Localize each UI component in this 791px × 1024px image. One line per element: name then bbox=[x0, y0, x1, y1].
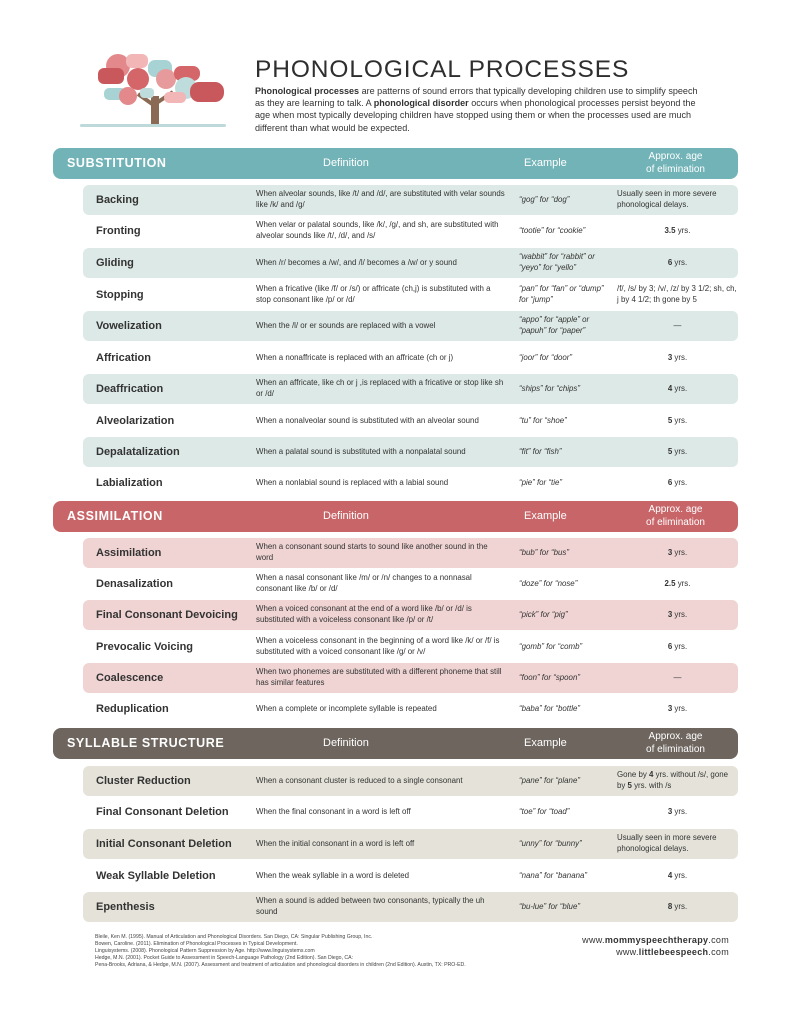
elimination-age-text bbox=[617, 833, 738, 854]
elimination-age bbox=[617, 600, 738, 630]
section-header-substitution bbox=[53, 148, 738, 179]
speech-bubble-tree-icon bbox=[78, 46, 228, 144]
elimination-age bbox=[617, 892, 738, 922]
age-value: 4 bbox=[667, 383, 673, 393]
elimination-age-text bbox=[668, 353, 687, 364]
age-header-line: of elimination bbox=[646, 516, 705, 528]
elimination-age bbox=[617, 797, 738, 827]
process-name: Labialization bbox=[96, 477, 163, 489]
elimination-age bbox=[617, 766, 738, 796]
process-name: Weak Syllable Deletion bbox=[96, 870, 216, 882]
age-unit: yrs. bbox=[672, 547, 688, 557]
process-row bbox=[83, 185, 738, 215]
elimination-age-text bbox=[668, 871, 687, 882]
age-value: 5 bbox=[627, 781, 632, 790]
process-row bbox=[83, 663, 738, 693]
process-row bbox=[83, 468, 738, 498]
age-text: — bbox=[673, 672, 682, 682]
age-value: 3 bbox=[667, 703, 673, 713]
process-definition: When a complete or incomplete syllable is repeated bbox=[256, 703, 437, 713]
process-definition: When a consonant cluster is reduced to a single consonant bbox=[256, 775, 463, 785]
age-value: 4 bbox=[667, 870, 673, 880]
elimination-age bbox=[617, 468, 738, 498]
process-definition: When velar or palatal sounds, like /k/, /g/, and sh, are substituted with alveolar sounds like /t/, /d/, and /s/ bbox=[256, 220, 499, 240]
elimination-age-text bbox=[617, 770, 738, 791]
intro-text-1: are patterns of sound errors that typically developing children use to simplify speech as they are learning to talk. A bbox=[255, 86, 698, 109]
process-row bbox=[83, 216, 738, 246]
site-name: mommyspeechtherapy bbox=[604, 935, 709, 945]
elimination-age bbox=[617, 248, 738, 278]
age-unit: yrs. with /s bbox=[631, 781, 672, 790]
reference-item: Bleile, Ken M. (1995). Manual of Articulation and Phonological Disorders. San Diego, CA: Singular Publishing Group, Inc. bbox=[95, 934, 373, 940]
elimination-age-text bbox=[617, 284, 738, 305]
elimination-age-text bbox=[668, 478, 687, 489]
elimination-age-text bbox=[668, 807, 687, 818]
process-name: Initial Consonant Deletion bbox=[96, 838, 232, 850]
process-definition: When the initial consonant in a word is left off bbox=[256, 838, 415, 848]
column-header-definition: Definition bbox=[323, 510, 369, 522]
age-unit: yrs. bbox=[672, 383, 688, 393]
age-value: 6 bbox=[667, 641, 673, 651]
age-unit: yrs. without /s/, gone by bbox=[617, 770, 728, 790]
process-example: “gog” for “dog” bbox=[519, 194, 570, 204]
elimination-age-text bbox=[668, 642, 687, 653]
process-name: Final Consonant Devoicing bbox=[96, 609, 238, 621]
elimination-age-text bbox=[674, 673, 682, 684]
process-name: Final Consonant Deletion bbox=[96, 806, 229, 818]
process-row bbox=[83, 632, 738, 662]
elimination-age bbox=[617, 694, 738, 724]
age-text: Usually seen in more severe phonological delays. bbox=[617, 189, 717, 209]
process-example: “fit” for “fish” bbox=[519, 446, 562, 456]
reference-item: Linguisystems. (2008). Phonological Pattern Suppression by Age. http://www.linguisystems.com bbox=[95, 948, 315, 955]
website-littlebeespeech[interactable] bbox=[582, 946, 729, 958]
age-value: 3 bbox=[667, 609, 673, 619]
process-example: “pick” for “pig” bbox=[519, 609, 568, 619]
age-value: 6 bbox=[667, 477, 673, 487]
process-definition: When a nonaffricate is replaced with an affricate (ch or j) bbox=[256, 352, 454, 362]
elimination-age-text bbox=[674, 321, 682, 332]
elimination-age-text bbox=[665, 226, 691, 237]
elimination-age bbox=[617, 538, 738, 568]
process-example: “joor” for “door” bbox=[519, 352, 573, 362]
column-header-age bbox=[613, 504, 738, 529]
age-unit: yrs. bbox=[672, 477, 688, 487]
section-title: ASSIMILATION bbox=[67, 509, 163, 523]
process-example: “pie” for “tie” bbox=[519, 477, 562, 487]
references bbox=[95, 934, 535, 969]
age-value: 6 bbox=[667, 257, 673, 267]
process-row bbox=[83, 374, 738, 404]
process-definition: When an affricate, like ch or j ,is replaced with a fricative or stop like sh or /d/ bbox=[256, 378, 504, 398]
process-example: “bu-lue” for “blue” bbox=[519, 901, 580, 911]
site-prefix: www. bbox=[616, 947, 639, 957]
age-value: 4 bbox=[649, 770, 654, 780]
process-definition: When a fricative (like /f/ or /s/) or affricate (ch,j) is substituted with a stop consonant like /p/ or /d/ bbox=[256, 284, 491, 304]
process-name: Backing bbox=[96, 194, 139, 206]
age-header-line: Approx. age bbox=[648, 731, 703, 742]
process-row bbox=[83, 280, 738, 310]
reference-item: Hedge, M.N. (2001). Pocket Guide to Assessment in Speech-Language Pathology (2nd Edition). San Diego, CA: bbox=[95, 955, 354, 962]
age-header-line: of elimination bbox=[646, 743, 705, 755]
process-example: “doze” for “nose” bbox=[519, 578, 578, 588]
column-header-age bbox=[613, 151, 738, 176]
section-title: SYLLABLE STRUCTURE bbox=[67, 736, 225, 750]
process-example: “unny” for “bunny” bbox=[519, 838, 582, 848]
section-header-syllable bbox=[53, 728, 738, 759]
reference-item: Pena-Brooks, Adriana, & Hedge, M.N. (2007). Assessment and treatment of articulation and phonological disorders in children (2nd Edition). Austin, TX: PRO-ED. bbox=[95, 962, 466, 969]
process-definition: When /r/ becomes a /w/, and /l/ becomes a /w/ or y sound bbox=[256, 257, 457, 267]
process-definition: When a palatal sound is substituted with a nonpalatal sound bbox=[256, 446, 466, 456]
process-row bbox=[83, 569, 738, 599]
process-example: “gomb” for “comb” bbox=[519, 641, 583, 651]
intro-term-disorder: phonological disorder bbox=[373, 98, 469, 109]
column-header-age bbox=[613, 731, 738, 756]
website-links bbox=[582, 934, 729, 958]
elimination-age-text bbox=[665, 579, 691, 590]
process-example: “toe” for “toad” bbox=[519, 806, 570, 816]
process-name: Deaffrication bbox=[96, 383, 164, 395]
column-header-definition: Definition bbox=[323, 157, 369, 169]
process-row bbox=[83, 861, 738, 891]
elimination-age-text bbox=[668, 447, 687, 458]
process-definition: When two phonemes are substituted with a different phoneme that still has similar features bbox=[256, 667, 502, 687]
process-name: Prevocalic Voicing bbox=[96, 641, 194, 653]
site-suffix: .com bbox=[708, 935, 729, 945]
website-mommyspeechtherapy[interactable] bbox=[582, 934, 729, 946]
process-example: “nana” for “banana” bbox=[519, 870, 587, 880]
process-definition: When a consonant sound starts to sound like another sound in the word bbox=[256, 542, 488, 562]
age-unit: yrs. bbox=[672, 806, 688, 816]
process-name: Vowelization bbox=[96, 320, 162, 332]
process-definition: When the /l/ or er sounds are replaced with a vowel bbox=[256, 320, 436, 330]
process-definition: When the final consonant in a word is left off bbox=[256, 806, 411, 816]
process-row bbox=[83, 343, 738, 373]
elimination-age-text bbox=[668, 902, 687, 913]
process-example: “ships” for “chips” bbox=[519, 383, 580, 393]
process-row bbox=[83, 406, 738, 436]
age-unit: yrs. bbox=[672, 641, 688, 651]
section-title: SUBSTITUTION bbox=[67, 156, 167, 170]
process-name: Assimilation bbox=[96, 547, 162, 559]
age-header-line: Approx. age bbox=[648, 151, 703, 162]
elimination-age bbox=[617, 374, 738, 404]
process-name: Stopping bbox=[96, 289, 144, 301]
elimination-age bbox=[617, 632, 738, 662]
process-row bbox=[83, 311, 738, 341]
elimination-age-text bbox=[668, 610, 687, 621]
intro-paragraph bbox=[255, 85, 700, 134]
intro-term-processes: Phonological processes bbox=[255, 86, 360, 96]
process-definition: When the weak syllable in a word is deleted bbox=[256, 870, 410, 880]
process-definition: When alveolar sounds, like /t/ and /d/, are substituted with velar sounds like /k/ and /g/ bbox=[256, 189, 505, 209]
column-header-example: Example bbox=[524, 510, 567, 522]
elimination-age bbox=[617, 343, 738, 373]
elimination-age bbox=[617, 185, 738, 215]
process-name: Alveolarization bbox=[96, 415, 175, 427]
elimination-age-text bbox=[617, 189, 738, 210]
process-example: “baba” for “bottle” bbox=[519, 703, 580, 713]
age-unit: yrs. bbox=[672, 415, 688, 425]
age-value: 5 bbox=[667, 415, 673, 425]
intro-text-2: occurs when phonological processes persist beyond the age when most typically developing children have stopped using them or when the processes used are much different than what would be expected. bbox=[255, 98, 696, 133]
age-value: 5 bbox=[667, 446, 673, 456]
process-name: Reduplication bbox=[96, 703, 169, 715]
process-definition: When a sound is added between two consonants, typically the uh sound bbox=[256, 896, 485, 916]
column-header-example: Example bbox=[524, 737, 567, 749]
age-unit: yrs. bbox=[672, 870, 688, 880]
process-example: “tu” for “shoe” bbox=[519, 415, 567, 425]
age-header-line: Approx. age bbox=[648, 504, 703, 515]
process-row bbox=[83, 892, 738, 922]
age-value: 3 bbox=[667, 352, 673, 362]
column-header-definition: Definition bbox=[323, 737, 369, 749]
age-unit: yrs. bbox=[675, 578, 691, 588]
elimination-age-text bbox=[668, 384, 687, 395]
process-definition: When a nasal consonant like /m/ or /n/ changes to a nonnasal consonant like /b/ or /d/ bbox=[256, 573, 472, 593]
elimination-age bbox=[617, 569, 738, 599]
elimination-age bbox=[617, 406, 738, 436]
process-name: Gliding bbox=[96, 257, 134, 269]
process-row bbox=[83, 538, 738, 568]
elimination-age bbox=[617, 861, 738, 891]
process-name: Fronting bbox=[96, 225, 141, 237]
site-prefix: www. bbox=[582, 935, 605, 945]
age-unit: yrs. bbox=[675, 225, 691, 235]
section-header-assimilation bbox=[53, 501, 738, 532]
elimination-age bbox=[617, 663, 738, 693]
age-header-line: of elimination bbox=[646, 163, 705, 175]
process-row bbox=[83, 694, 738, 724]
elimination-age-text bbox=[668, 258, 687, 269]
elimination-age bbox=[617, 829, 738, 859]
process-example: “pane” for “plane” bbox=[519, 775, 580, 785]
age-unit: yrs. bbox=[672, 901, 688, 911]
age-value: 3 bbox=[667, 547, 673, 557]
column-header-example: Example bbox=[524, 157, 567, 169]
process-name: Affrication bbox=[96, 352, 151, 364]
age-unit: yrs. bbox=[672, 257, 688, 267]
process-definition: When a nonalveolar sound is substituted with an alveolar sound bbox=[256, 415, 479, 425]
reference-item: Bowen, Caroline. (2011). Elimination of Phonological Processes in Typical Development. bbox=[95, 941, 298, 948]
age-value: 2.5 bbox=[664, 578, 676, 588]
process-name: Coalescence bbox=[96, 672, 164, 684]
process-row bbox=[83, 600, 738, 630]
process-row bbox=[83, 797, 738, 827]
age-text: Usually seen in more severe phonological delays. bbox=[617, 833, 717, 853]
process-definition: When a nonlabial sound is replaced with a labial sound bbox=[256, 477, 449, 487]
process-name: Cluster Reduction bbox=[96, 775, 191, 787]
process-row bbox=[83, 437, 738, 467]
process-example: “tootie” for “cookie” bbox=[519, 225, 586, 235]
elimination-age-text bbox=[668, 704, 687, 715]
site-name: littlebeespeech bbox=[638, 947, 709, 957]
elimination-age-text bbox=[668, 416, 687, 427]
process-example: “bub” for “bus” bbox=[519, 547, 569, 557]
process-example: “appo” for “apple” or “papuh” for “paper” bbox=[519, 315, 590, 335]
process-example: “foon” for “spoon” bbox=[519, 672, 580, 682]
site-suffix: .com bbox=[708, 947, 729, 957]
process-row bbox=[83, 766, 738, 796]
age-text: Gone by bbox=[617, 770, 650, 780]
elimination-age-text bbox=[668, 548, 687, 559]
elimination-age bbox=[617, 280, 738, 310]
process-name: Denasalization bbox=[96, 578, 174, 590]
process-definition: When a voiceless consonant in the beginning of a word like /k/ or /f/ is substituted with a voiced consonant like /g/ or /v/ bbox=[256, 636, 500, 656]
age-value: 8 bbox=[667, 901, 673, 911]
age-value: 3 bbox=[667, 806, 673, 816]
process-name: Depalatalization bbox=[96, 446, 180, 458]
age-unit: yrs. bbox=[672, 352, 688, 362]
process-example: “pan” for “fan” or “dump” for “jump” bbox=[519, 284, 604, 304]
age-unit: yrs. bbox=[672, 703, 688, 713]
elimination-age bbox=[617, 216, 738, 246]
process-definition: When a voiced consonant at the end of a word like /b/ or /d/ is substituted with a voiceless consonant like /p/ or /t/ bbox=[256, 604, 472, 624]
page-title: PHONOLOGICAL PROCESSES bbox=[255, 56, 630, 83]
process-row bbox=[83, 829, 738, 859]
age-text: /f/, /s/ by 3; /v/, /z/ by 3 1/2; sh, ch, j by 4 1/2; th gone by 5 bbox=[617, 284, 737, 304]
process-example: “wabbit” for “rabbit” or “yeyo” for “yello” bbox=[519, 252, 595, 272]
age-unit: yrs. bbox=[672, 609, 688, 619]
process-name: Epenthesis bbox=[96, 901, 155, 913]
elimination-age bbox=[617, 437, 738, 467]
age-unit: yrs. bbox=[672, 446, 688, 456]
process-row bbox=[83, 248, 738, 278]
age-value: 3.5 bbox=[664, 225, 676, 235]
elimination-age bbox=[617, 311, 738, 341]
age-text: — bbox=[673, 320, 682, 330]
